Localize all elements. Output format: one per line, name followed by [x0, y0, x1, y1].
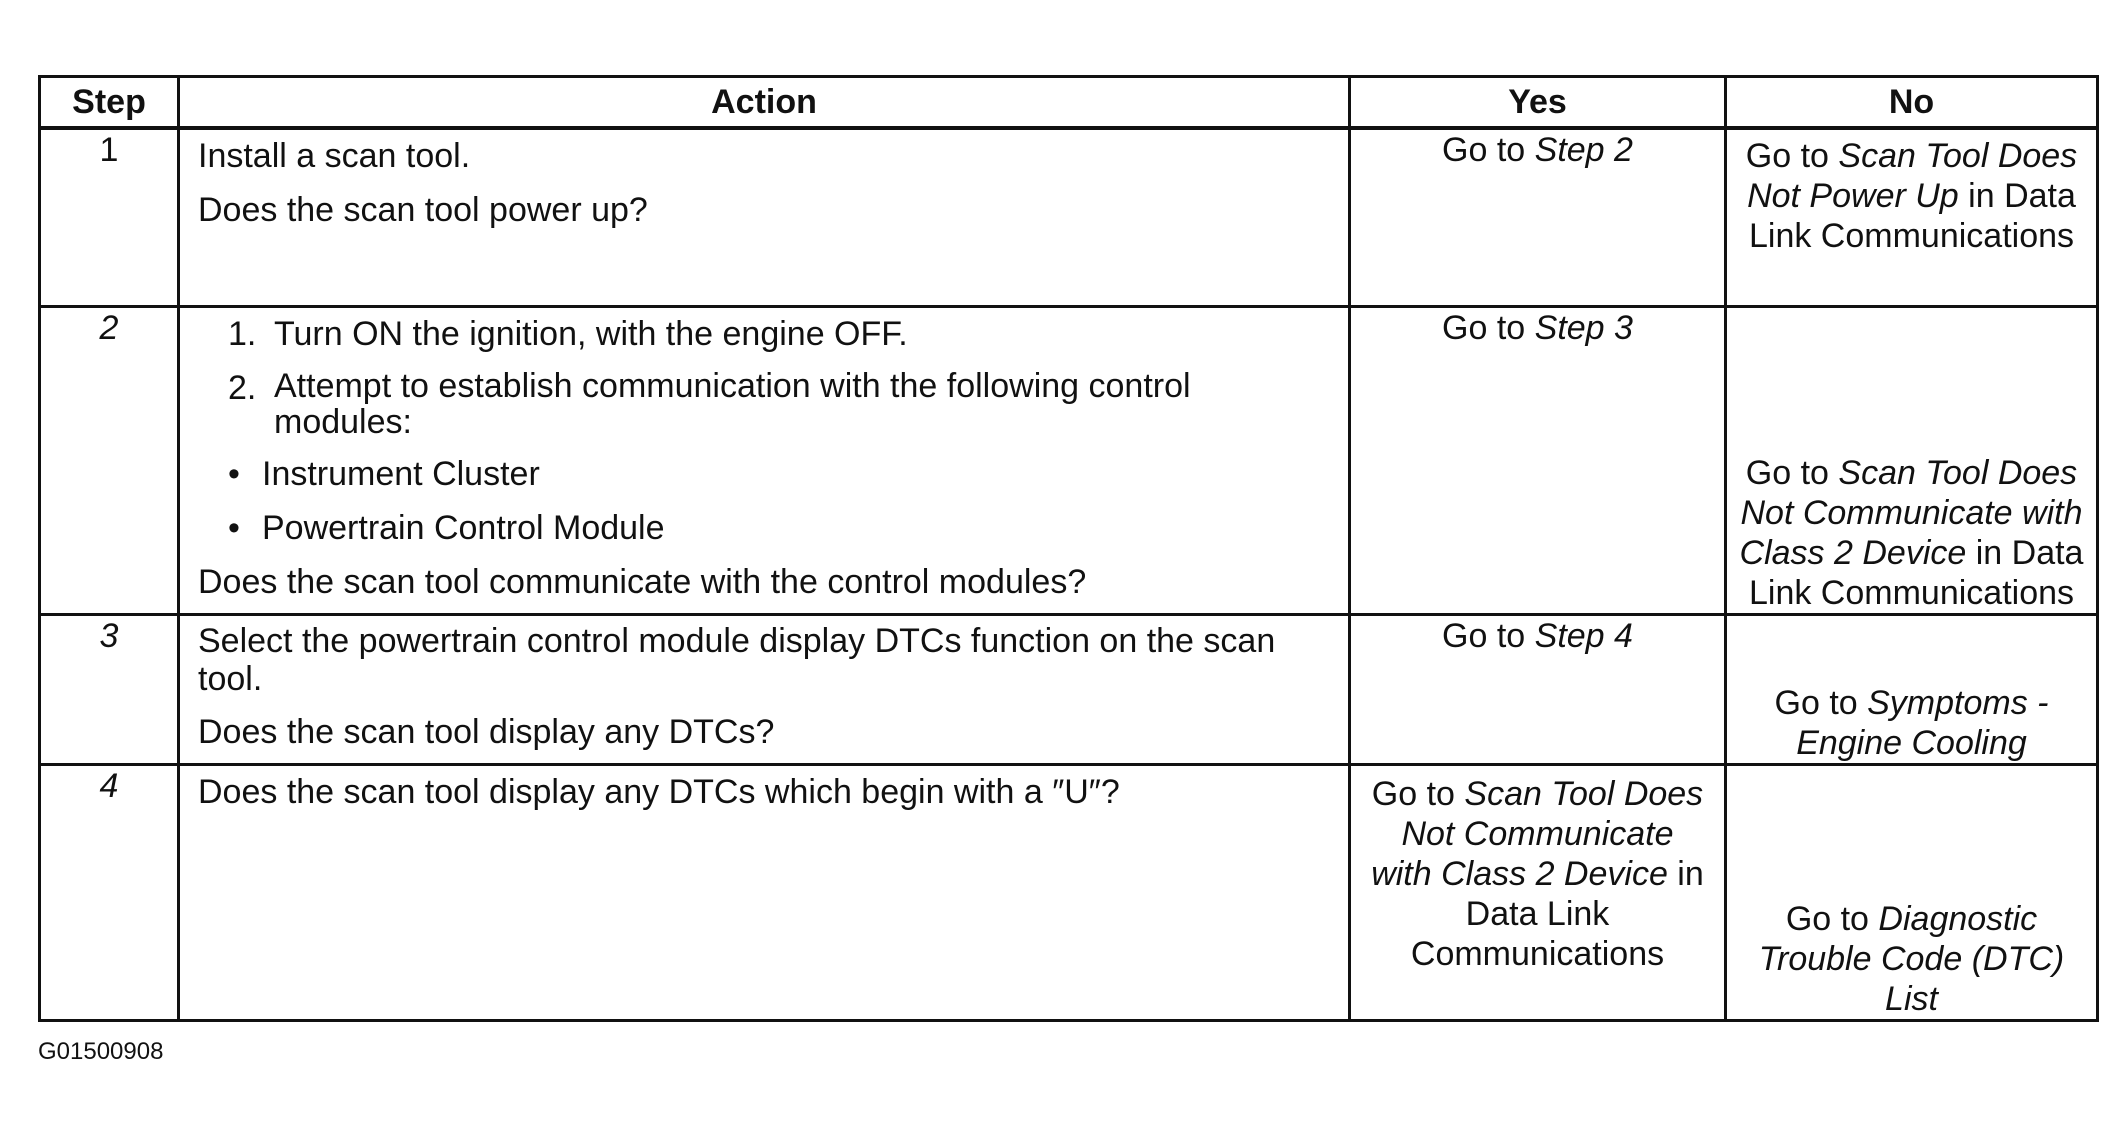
action-cell [179, 306, 1350, 614]
yes-step-link[interactable]: Step 4 [1534, 616, 1633, 655]
bullet-icon: • [228, 508, 240, 547]
yes-cell [1350, 306, 1726, 614]
header-yes: Yes [1350, 77, 1726, 129]
yes-step-link[interactable]: Step 3 [1534, 308, 1633, 347]
item-text: Attempt to establish communication with the following control modules: [274, 366, 1191, 441]
action-cell [179, 764, 1350, 1020]
bullet-icon: • [228, 454, 240, 493]
no-reference-link[interactable]: Scan Tool Does Not Communicate with Class 2 Device [1739, 453, 2083, 572]
yes-prefix: Go to [1442, 131, 1535, 169]
header-row [40, 77, 2098, 129]
table-row [40, 764, 2098, 1020]
action-cell [179, 614, 1350, 764]
numbered-item [228, 314, 1336, 354]
yes-cell [1350, 128, 1726, 306]
no-cell [1726, 764, 2098, 1020]
header-action: Action [179, 77, 1350, 129]
no-cell [1726, 306, 2098, 614]
table-row [40, 128, 2098, 306]
figure-id: G01500908 [38, 1038, 164, 1065]
action-question: Does the scan tool display any DTCs which begin with a ″U″? [198, 772, 1120, 811]
table-row [40, 614, 2098, 764]
header-step: Step [40, 77, 179, 129]
yes-prefix: Go to [1442, 308, 1535, 347]
no-prefix: Go to [1745, 137, 1839, 175]
yes-suffix: in Data Link Communications [1410, 854, 1704, 973]
yes-step-link[interactable]: Step 2 [1534, 131, 1633, 169]
numbered-item [228, 368, 1336, 440]
bullet-text: Powertrain Control Module [262, 508, 665, 547]
step-number: 3 [99, 616, 119, 655]
step-cell [40, 128, 179, 306]
step-cell [40, 764, 179, 1020]
no-prefix: Go to [1774, 683, 1868, 722]
header-no: No [1726, 77, 2098, 129]
no-cell [1726, 614, 2098, 764]
item-number: 2. [228, 368, 257, 407]
yes-reference-link[interactable]: Scan Tool Does Not Communicate with Class 2 Device [1371, 774, 1704, 893]
step-cell [40, 614, 179, 764]
yes-cell [1350, 614, 1726, 764]
no-prefix: Go to [1745, 453, 1839, 492]
bullet-item [228, 508, 1336, 548]
action-question: Does the scan tool display any DTCs? [198, 712, 775, 751]
item-number: 1. [228, 314, 257, 353]
no-reference-link[interactable]: Diagnostic Trouble Code (DTC) List [1758, 899, 2065, 1018]
table-row [40, 306, 2098, 614]
diagnostic-table [38, 75, 2099, 1022]
yes-prefix: Go to [1371, 774, 1465, 813]
action-question: Does the scan tool power up? [198, 191, 648, 229]
no-prefix: Go to [1785, 899, 1879, 938]
item-text: Turn ON the ignition, with the engine OFF. [274, 314, 908, 353]
no-suffix: in Data Link Communications [1748, 177, 2076, 255]
no-cell [1726, 128, 2098, 306]
bullet-item [228, 454, 1336, 494]
action-text: Select the powertrain control module display DTCs function on the scan tool. [198, 621, 1276, 698]
yes-cell [1350, 764, 1726, 1020]
bullet-text: Instrument Cluster [262, 454, 540, 493]
step-number: 2 [99, 308, 119, 347]
no-suffix: in Data Link Communications [1748, 533, 2084, 612]
action-cell [179, 128, 1350, 306]
step-cell [40, 306, 179, 614]
action-text: Install a scan tool. [198, 137, 471, 175]
step-number: 4 [99, 766, 119, 805]
no-reference-link[interactable]: Symptoms - Engine Cooling [1796, 683, 2049, 762]
action-question: Does the scan tool communicate with the control modules? [198, 562, 1087, 601]
diagnostic-table-sheet [38, 75, 2096, 1022]
no-reference-link[interactable]: Scan Tool Does Not Power Up [1747, 137, 2078, 215]
yes-prefix: Go to [1442, 616, 1535, 655]
step-number: 1 [99, 131, 119, 169]
